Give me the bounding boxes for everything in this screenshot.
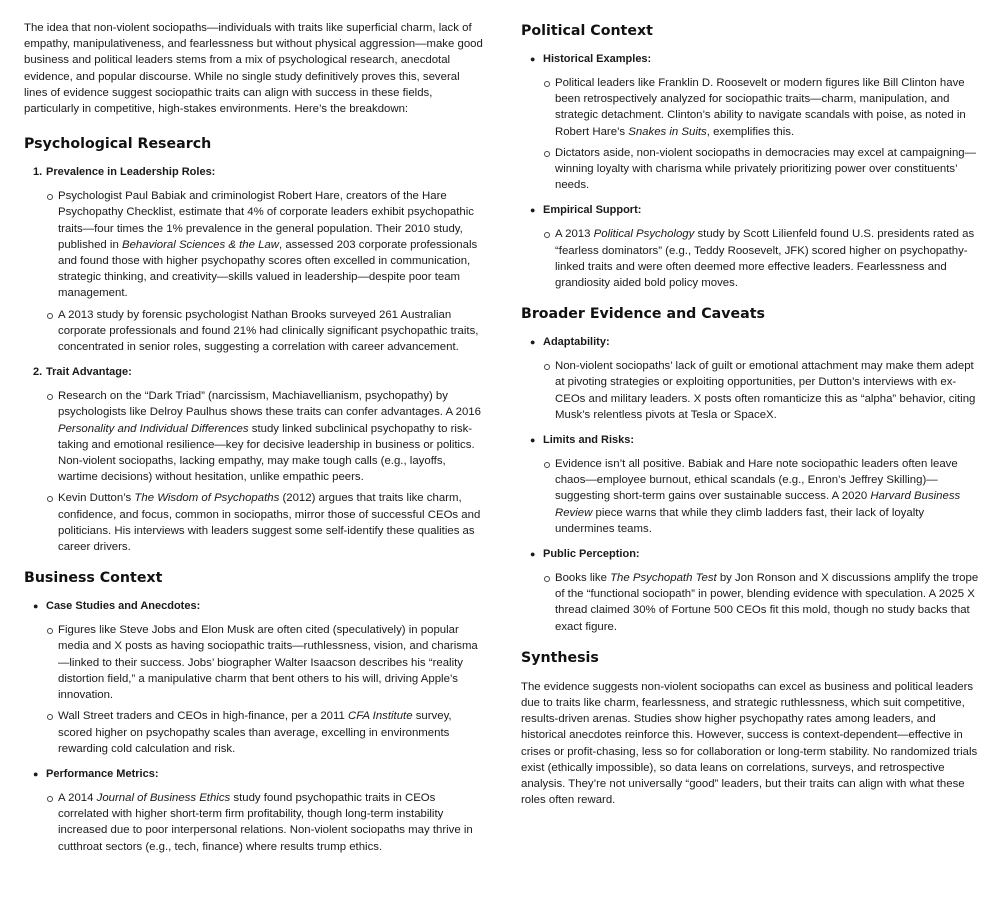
subheading-adaptability [521,335,982,358]
bullet-list [521,226,982,291]
subheading-label: Performance Metrics: [46,767,159,780]
list-item: Wall Street traders and CEOs in high-finance, per a 2011 CFA Institute survey, scored higher on psychopathy scales than average, excelling in environments rewarding cold calculation and risk. [58,708,483,757]
bullet-circle-icon [47,714,53,720]
subheading-limits-risks [521,433,982,456]
bullet-circle-icon [47,313,53,319]
bullet-circle-icon [544,151,550,157]
bullet-list [521,358,982,423]
bullet-circle-icon [47,496,53,502]
list-item: A 2013 study by forensic psychologist Nathan Brooks surveyed 261 Australian corporate professionals and found 21% had clinically significant psychopathic traits, concentrated in senior roles, suggesting a correlation with career advancement. [58,307,483,356]
citation-title: Harvard Business Review [555,490,961,519]
citation-title: Journal of Business Ethics [96,791,231,804]
subheading-label: Historical Examples: [543,53,652,65]
subheading-public-perception [521,547,982,570]
subheading-label: Empirical Support: [543,204,642,217]
list-item: Psychologist Paul Babiak and criminologist Robert Hare, creators of the Hare Psychopathy Checklist, estimate that 4% of corporate leaders exhibit psychopathic traits—four times the 1% prevalence in the general population. Their 2010 study, published in Behavioral Sciences & the Law, assessed 203 corporate professionals and found those with higher psychopathy scores often excelled in communication, strategic thinking, and creativity—skills valued in leadership—despite poor team management. [58,188,483,301]
citation-title: The Psychopath Test [610,572,717,585]
list-item: Political leaders like Franklin D. Roosevelt or modern figures like Bill Clinton have been retrospectively analyzed for sociopathic traits—charm, manipulation, and strategic detachment. Clinton’s ability to navigate scandals with poise, as noted in Robert Hare’s Snakes in Suits, exemplifies this. [555,75,982,140]
citation-title: Snakes in Suits [628,125,707,138]
subheading-trait-advantage [24,365,483,388]
right-column [497,0,1000,903]
bullet-list [24,188,483,355]
bullet-circle-icon [47,394,53,400]
subheading-label: Prevalence in Leadership Roles: [46,166,216,179]
bullet-list [521,75,982,193]
bullet-circle-icon [544,576,550,582]
bullet-circle-icon [47,796,53,802]
bullet-dot-icon: ● [33,768,39,779]
citation-title: Behavioral Sciences & the Law [121,238,279,251]
left-column [0,0,497,903]
subheading-prevalence [24,165,483,188]
list-number: 1. [33,166,43,179]
bullet-dot-icon: ● [33,601,39,612]
bullet-list [24,622,483,757]
subheading-label: Limits and Risks: [543,434,635,447]
heading-psychological-research: Psychological Research [24,136,212,153]
subheading-label: Case Studies and Anecdotes: [46,600,201,613]
bullet-list [521,570,982,635]
heading-business-context: Business Context [24,570,163,587]
list-item: Kevin Dutton’s The Wisdom of Psychopaths (2012) argues that traits like charm, confidence, and focus, common in sociopaths, mirror those of successful CEOs and politicians. His interviews with leaders suggest some self-identify these qualities as career drivers. [58,490,483,555]
bullet-circle-icon [47,628,53,634]
bullet-dot-icon: ● [530,205,536,216]
subheading-label: Adaptability: [543,336,610,349]
heading-synthesis: Synthesis [521,649,599,666]
bullet-circle-icon [544,232,550,238]
list-item: A 2014 Journal of Business Ethics study found psychopathic traits in CEOs correlated with higher short-term firm profitability, though long-term instability increased due to poor interpersonal relations. Non-violent sociopaths may thrive in cutthroat sectors (e.g., tech, finance) where results trump ethics. [58,790,483,855]
bullet-list [521,456,982,537]
heading-broader-evidence: Broader Evidence and Caveats [521,306,765,323]
subheading-case-studies [24,599,483,622]
citation-title: Personality and Individual Differences [58,422,249,435]
list-number: 2. [33,366,43,379]
list-item: A 2013 Political Psychology study by Scott Lilienfeld found U.S. presidents rated as “fearless dominators” (e.g., Teddy Roosevelt, JFK) scored higher on psychopathy-linked traits and were often deemed more effective leaders. Fearlessness and grandiosity aided bold policy moves. [555,226,982,291]
intro-paragraph: The idea that non-violent sociopaths—individuals with traits like superficial charm, lack of empathy, manipulativeness, and fearlessness but without physical aggression—make good business and political leaders stems from a mix of psychological research, anecdotal evidence, and popular discourse. While no single study definitively proves this, several lines of evidence suggest sociopathic traits can align with success in these fields, particularly in competitive, high-stakes environments. Here’s the breakdown: [24,22,483,116]
bullet-dot-icon: ● [530,549,536,560]
list-item: Books like The Psychopath Test by Jon Ronson and X discussions amplify the trope of the “functional sociopath” in power, blending evidence with speculation. A 2025 X thread claimed 30% of Fortune 500 CEOs fit this mold, though no study backs that exact figure. [555,570,982,635]
bullet-circle-icon [544,364,550,370]
list-item: Evidence isn’t all positive. Babiak and Hare note sociopathic leaders often leave chaos—employee burnout, ethical scandals (e.g., Enron’s Jeffrey Skilling)—suggesting short-term gains over sustainable success. A 2020 Harvard Business Review piece warns that while they climb ladders fast, their lack of loyalty undermines teams. [555,456,982,537]
subheading-label: Public Perception: [543,548,640,561]
bullet-list [24,790,483,855]
bullet-list [24,388,483,555]
citation-title: The Wisdom of Psychopaths [134,492,280,505]
synthesis-paragraph: The evidence suggests non-violent sociopaths can excel as business and political leaders due to traits like charm, fearlessness, and strategic ruthlessness, which suit competitive, results-driven arenas. Studies show higher psychopathy rates among leaders, and historical anecdotes reinforce this. However, success is context-dependent—effective in crises or profit-chasing, less so for collaboration or long-term stability. No randomized trials exist (ethically impossible), so data leans on correlations, surveys, and retrospective analysis. They’re not universally “good” leaders, but their traits can align with what these roles often reward. [521,680,978,807]
list-item: Figures like Steve Jobs and Elon Musk are often cited (speculatively) in popular media and X posts as having sociopathic traits—ruthlessness, vision, and charisma—linked to their success. Jobs’ biographer Walter Isaacson describes his “reality distortion field,” a manipulative charm that bent others to his will, driving Apple’s innovation. [58,622,483,703]
subheading-empirical-support [521,203,982,226]
bullet-dot-icon: ● [530,54,536,64]
citation-title: CFA Institute [347,710,413,723]
heading-political-context: Political Context [521,23,653,39]
subheading-performance-metrics [24,767,483,790]
citation-title: Political Psychology [593,228,695,241]
list-item: Non-violent sociopaths’ lack of guilt or emotional attachment may make them adept at pivoting strategies or exploiting opportunities, per Dutton’s interviews with ex-CEOs and military leaders. X posts often romanticize this as “alpha” behavior, citing Musk’s relentless pivots at Tesla or SpaceX. [555,358,982,423]
bullet-dot-icon: ● [530,337,536,348]
subheading-historical-examples [521,52,982,75]
list-item: Research on the “Dark Triad” (narcissism, Machiavellianism, psychopathy) by psychologists like Delroy Paulhus shows these traits can confer advantages. A 2016 Personality and Individual Differences study linked subclinical psychopathy to risk-taking and emotional resilience—key for decisive leadership in business or politics. Non-violent sociopaths, lacking empathy, may make tough calls (e.g., layoffs, wartime decisions) without hesitation, unlike empathic peers. [58,388,483,485]
bullet-circle-icon [544,81,550,87]
subheading-label: Trait Advantage: [46,366,132,379]
list-item: Dictators aside, non-violent sociopaths in democracies may excel at campaigning—winning loyalty with charisma while privately prioritizing power over constituents’ needs. [555,145,982,194]
bullet-dot-icon: ● [530,435,536,446]
bullet-circle-icon [544,462,550,468]
bullet-circle-icon [47,194,53,200]
